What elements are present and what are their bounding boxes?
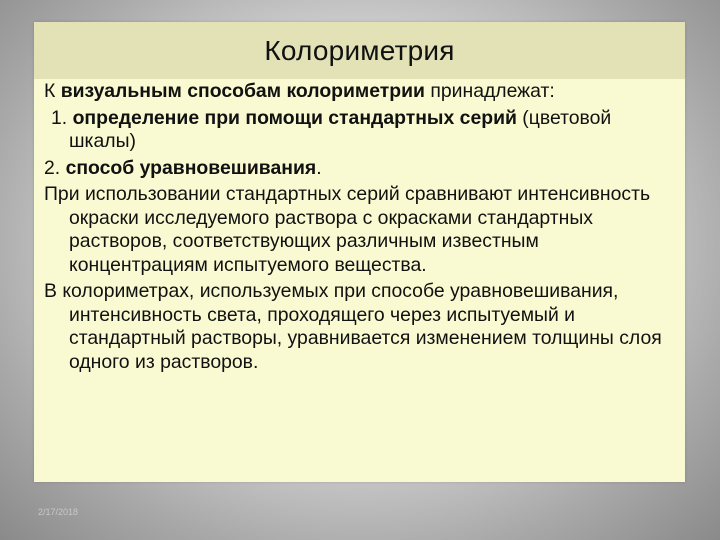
slide-body [44, 80, 682, 374]
intro-prefix: К [44, 80, 61, 102]
slide-date: 2/17/2018 [38, 507, 79, 517]
list-item-2-bold: способ уравновешивания [65, 156, 317, 179]
list-item-2 [44, 157, 682, 181]
intro-rest: принадлежат: [424, 80, 555, 102]
paragraph-intro [44, 80, 682, 104]
title-bar [34, 22, 685, 79]
list-item-1-rest: (цветовой шкалы) [69, 106, 612, 152]
slide-title: Колориметрия [264, 35, 455, 66]
list-item-2-number: 2. [44, 156, 66, 179]
slide-panel [34, 22, 685, 482]
list-item-1 [44, 107, 682, 154]
paragraph-standard-series: При использовании стандартных серий сравнивают интенсивность окраски исследуемого раствора с окрасками стандартных растворов, соответствующих различным известным концентрациям испытуемого вещества. [44, 183, 651, 276]
paragraph-colorimeters: В колориметрах, используемых при способе уравновешивания, интенсивность света, проходящего через испытуемый и стандартный растворы, уравнивается изменением толщины слоя одного из растворов. [44, 280, 662, 373]
list-item-1-bold: определение при помощи стандартных серий [72, 106, 517, 129]
list-item-1-number: 1. [51, 106, 73, 129]
intro-bold: визуальным способам колориметрии [60, 80, 425, 102]
list-item-2-rest: . [316, 156, 322, 179]
